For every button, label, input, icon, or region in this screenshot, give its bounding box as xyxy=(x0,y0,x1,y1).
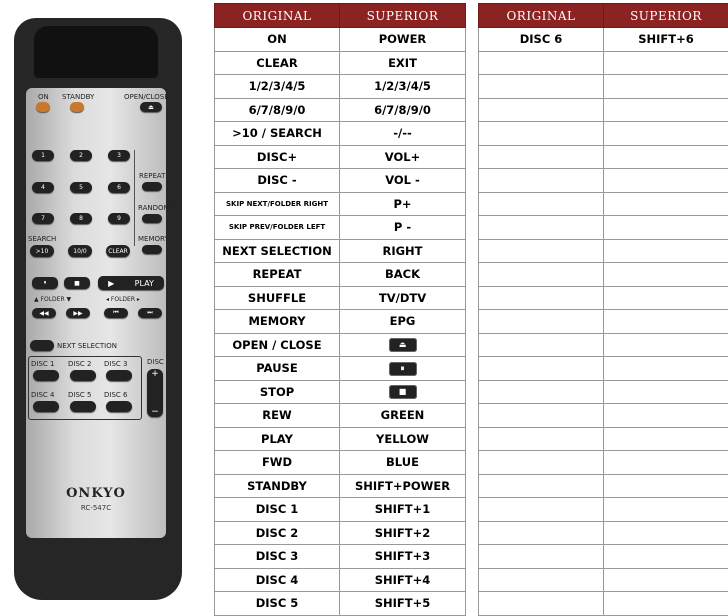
empty-row xyxy=(479,592,728,616)
pause-icon: ⏸ xyxy=(389,362,417,376)
empty-row xyxy=(479,427,728,451)
divider xyxy=(134,150,135,246)
superior-key-cell: GREEN xyxy=(340,404,466,428)
superior-key-cell: BACK xyxy=(340,263,466,287)
empty-row xyxy=(479,51,728,75)
random-button[interactable] xyxy=(142,214,162,223)
original-key-cell: DISC+ xyxy=(215,145,340,169)
superior-key-cell xyxy=(340,380,466,404)
digit-2-button[interactable]: 2 xyxy=(70,150,92,161)
empty-cell xyxy=(479,169,604,193)
disc-4-button[interactable] xyxy=(33,401,59,412)
digit-3-button[interactable]: 3 xyxy=(108,150,130,161)
clear-button[interactable]: CLEAR xyxy=(106,245,130,257)
empty-cell xyxy=(604,263,728,287)
empty-row xyxy=(479,474,728,498)
table-row xyxy=(215,498,466,522)
table-row xyxy=(215,568,466,592)
empty-cell xyxy=(479,427,604,451)
original-key-cell: DISC - xyxy=(215,169,340,193)
disc-3-button[interactable] xyxy=(106,370,132,381)
superior-key-cell: 6/7/8/9/0 xyxy=(340,98,466,122)
empty-row xyxy=(479,310,728,334)
model-number: RC-547C xyxy=(80,504,112,512)
digit-7-button[interactable]: 7 xyxy=(32,213,54,224)
remote-face xyxy=(26,88,170,538)
digit-1-button[interactable]: 1 xyxy=(32,150,54,161)
original-key-cell: REPEAT xyxy=(215,263,340,287)
empty-cell xyxy=(604,404,728,428)
empty-row xyxy=(479,192,728,216)
empty-cell xyxy=(479,216,604,240)
superior-key-cell: SHIFT+5 xyxy=(340,592,466,616)
empty-cell xyxy=(604,568,728,592)
folder-left-label: ▲ FOLDER ▼ xyxy=(34,296,72,303)
remote-control-image xyxy=(14,18,182,600)
table-row xyxy=(215,286,466,310)
superior-key-cell: SHIFT+POWER xyxy=(340,474,466,498)
digit-5-button[interactable]: 5 xyxy=(70,182,92,193)
empty-cell xyxy=(604,239,728,263)
original-key-cell: DISC 6 xyxy=(479,28,604,52)
fast-forward-icon: ▶▶ xyxy=(73,309,83,317)
empty-row xyxy=(479,498,728,522)
empty-row xyxy=(479,404,728,428)
skip-next-icon: ⏭ xyxy=(147,309,153,316)
empty-row xyxy=(479,451,728,475)
original-key-cell: NEXT SELECTION xyxy=(215,239,340,263)
table-row xyxy=(215,521,466,545)
stop-button[interactable] xyxy=(64,277,90,289)
disc-6-label: DISC 6 xyxy=(104,391,128,399)
on-button[interactable] xyxy=(36,102,50,112)
original-key-cell: DISC 3 xyxy=(215,545,340,569)
empty-cell xyxy=(604,498,728,522)
original-key-cell: FWD xyxy=(215,451,340,475)
empty-row xyxy=(479,521,728,545)
repeat-label: REPEAT xyxy=(139,172,166,180)
original-key-cell: OPEN / CLOSE xyxy=(215,333,340,357)
table-row xyxy=(215,404,466,428)
table-row xyxy=(215,75,466,99)
skip-prev-button[interactable] xyxy=(104,308,128,318)
original-key-cell: DISC 4 xyxy=(215,568,340,592)
eject-button[interactable] xyxy=(140,102,162,112)
superior-key-cell xyxy=(340,333,466,357)
original-key-cell: 1/2/3/4/5 xyxy=(215,75,340,99)
table-row xyxy=(215,145,466,169)
original-key-cell: STANDBY xyxy=(215,474,340,498)
play-label: PLAY xyxy=(134,278,154,288)
empty-cell xyxy=(479,239,604,263)
original-key-cell: SHUFFLE xyxy=(215,286,340,310)
superior-key-cell: SHIFT+1 xyxy=(340,498,466,522)
empty-cell xyxy=(479,404,604,428)
rewind-icon: ◀◀ xyxy=(39,309,49,317)
empty-cell xyxy=(479,451,604,475)
disc-4-label: DISC 4 xyxy=(31,391,55,399)
table-row xyxy=(215,98,466,122)
empty-cell xyxy=(604,521,728,545)
empty-cell xyxy=(479,122,604,146)
empty-cell xyxy=(479,474,604,498)
disc-1-button[interactable] xyxy=(33,370,59,381)
empty-row xyxy=(479,122,728,146)
empty-cell xyxy=(604,216,728,240)
superior-key-cell: YELLOW xyxy=(340,427,466,451)
ten-zero-button[interactable]: 10/0 xyxy=(68,245,92,257)
empty-cell xyxy=(604,286,728,310)
table-row xyxy=(215,51,466,75)
eject-icon: ⏏ xyxy=(148,103,154,111)
empty-cell xyxy=(604,592,728,616)
empty-cell xyxy=(479,75,604,99)
folder-down-button[interactable] xyxy=(32,308,56,318)
empty-cell xyxy=(604,357,728,381)
superior-key-cell: 1/2/3/4/5 xyxy=(340,75,466,99)
empty-row xyxy=(479,545,728,569)
original-key-cell: SKIP NEXT/FOLDER RIGHT xyxy=(215,192,340,216)
empty-row xyxy=(479,169,728,193)
empty-cell xyxy=(604,122,728,146)
superior-key-cell: EPG xyxy=(340,310,466,334)
eject-icon: ⏏ xyxy=(389,338,417,352)
header-superior: SUPERIOR xyxy=(340,4,466,28)
empty-cell xyxy=(479,568,604,592)
disc-6-button[interactable] xyxy=(106,401,132,412)
empty-cell xyxy=(479,263,604,287)
digit-4-button[interactable]: 4 xyxy=(32,182,54,193)
folder-up-button[interactable] xyxy=(66,308,90,318)
empty-cell xyxy=(604,98,728,122)
empty-cell xyxy=(479,51,604,75)
original-key-cell: MEMORY xyxy=(215,310,340,334)
disc-rocker[interactable] xyxy=(147,369,163,417)
table-row xyxy=(215,239,466,263)
digit-8-button[interactable]: 8 xyxy=(70,213,92,224)
original-key-cell: >10 / SEARCH xyxy=(215,122,340,146)
original-key-cell: 6/7/8/9/0 xyxy=(215,98,340,122)
table-row xyxy=(215,192,466,216)
table-row xyxy=(215,380,466,404)
search-label: SEARCH xyxy=(28,235,57,243)
superior-key-cell xyxy=(340,357,466,381)
table-row xyxy=(215,216,466,240)
original-key-cell: STOP xyxy=(215,380,340,404)
empty-row xyxy=(479,357,728,381)
empty-cell xyxy=(604,75,728,99)
original-key-cell: DISC 5 xyxy=(215,592,340,616)
empty-cell xyxy=(479,380,604,404)
table-row xyxy=(215,474,466,498)
superior-key-cell: BLUE xyxy=(340,451,466,475)
ir-window xyxy=(34,26,158,78)
table-row xyxy=(215,357,466,381)
digit-9-button[interactable]: 9 xyxy=(108,213,130,224)
original-key-cell: DISC 2 xyxy=(215,521,340,545)
disc-2-button[interactable] xyxy=(70,370,96,381)
disc-5-label: DISC 5 xyxy=(68,391,92,399)
empty-cell xyxy=(479,310,604,334)
skip-prev-icon: ⏮ xyxy=(113,309,119,316)
table-row xyxy=(215,545,466,569)
play-icon: ▶ xyxy=(108,278,115,288)
empty-row xyxy=(479,380,728,404)
superior-key-cell: POWER xyxy=(340,28,466,52)
standby-button[interactable] xyxy=(70,102,84,112)
stop-icon: ■ xyxy=(389,385,417,399)
disc-2-label: DISC 2 xyxy=(68,360,92,368)
empty-cell xyxy=(479,192,604,216)
skip-next-button[interactable] xyxy=(138,308,162,318)
empty-row xyxy=(479,75,728,99)
empty-cell xyxy=(604,474,728,498)
play-button[interactable] xyxy=(98,276,164,290)
empty-cell xyxy=(479,98,604,122)
empty-cell xyxy=(604,333,728,357)
plus-icon: + xyxy=(151,369,159,379)
empty-cell xyxy=(604,310,728,334)
pause-button[interactable] xyxy=(32,277,58,289)
repeat-button[interactable] xyxy=(142,182,162,191)
empty-row xyxy=(479,239,728,263)
superior-key-cell: VOL - xyxy=(340,169,466,193)
table-row xyxy=(215,28,466,52)
original-key-cell: DISC 1 xyxy=(215,498,340,522)
empty-cell xyxy=(479,545,604,569)
empty-cell xyxy=(479,357,604,381)
on-label: ON xyxy=(38,93,49,101)
table-row xyxy=(215,310,466,334)
mapping-table-left xyxy=(214,3,466,616)
superior-key-cell: -/-- xyxy=(340,122,466,146)
standby-label: STANDBY xyxy=(62,93,95,101)
empty-cell xyxy=(604,51,728,75)
folder-right-label: ◂ FOLDER ▸ xyxy=(106,296,140,303)
empty-cell xyxy=(604,427,728,451)
empty-cell xyxy=(604,145,728,169)
empty-cell xyxy=(479,333,604,357)
empty-row xyxy=(479,98,728,122)
superior-key-cell: P - xyxy=(340,216,466,240)
table-row xyxy=(215,122,466,146)
random-label: RANDOM xyxy=(138,204,170,212)
table-row xyxy=(215,592,466,616)
table-row xyxy=(479,28,728,52)
empty-row xyxy=(479,263,728,287)
empty-row xyxy=(479,333,728,357)
superior-key-cell: SHIFT+6 xyxy=(604,28,728,52)
original-key-cell: ON xyxy=(215,28,340,52)
superior-key-cell: SHIFT+3 xyxy=(340,545,466,569)
original-key-cell: PAUSE xyxy=(215,357,340,381)
next-selection-label: NEXT SELECTION xyxy=(57,342,117,350)
superior-key-cell: SHIFT+4 xyxy=(340,568,466,592)
minus-icon: − xyxy=(151,407,159,417)
empty-cell xyxy=(479,498,604,522)
empty-cell xyxy=(604,169,728,193)
memory-button[interactable] xyxy=(142,245,162,254)
empty-cell xyxy=(479,145,604,169)
stop-icon: ■ xyxy=(74,279,80,287)
table-row xyxy=(215,263,466,287)
empty-row xyxy=(479,145,728,169)
original-key-cell: PLAY xyxy=(215,427,340,451)
disc-volume-label: DISC xyxy=(147,358,164,366)
empty-cell xyxy=(604,545,728,569)
superior-key-cell: EXIT xyxy=(340,51,466,75)
empty-cell xyxy=(479,286,604,310)
header-original: ORIGINAL xyxy=(215,4,340,28)
empty-cell xyxy=(479,521,604,545)
superior-key-cell: TV/DTV xyxy=(340,286,466,310)
disc-3-label: DISC 3 xyxy=(104,360,128,368)
next-selection-button[interactable] xyxy=(30,340,54,351)
header-superior: SUPERIOR xyxy=(604,4,728,28)
table-row xyxy=(215,333,466,357)
digit-6-button[interactable]: 6 xyxy=(108,182,130,193)
pause-icon: ⏸ xyxy=(43,279,47,286)
table-row xyxy=(215,451,466,475)
brand-logo: ONKYO xyxy=(66,486,126,501)
disc-5-button[interactable] xyxy=(70,401,96,412)
disc-1-label: DISC 1 xyxy=(31,360,55,368)
header-original: ORIGINAL xyxy=(479,4,604,28)
empty-row xyxy=(479,286,728,310)
superior-key-cell: VOL+ xyxy=(340,145,466,169)
mapping-table-right xyxy=(478,3,728,616)
original-key-cell: REW xyxy=(215,404,340,428)
empty-cell xyxy=(604,192,728,216)
table-row xyxy=(215,427,466,451)
empty-cell xyxy=(604,380,728,404)
superior-key-cell: P+ xyxy=(340,192,466,216)
empty-row xyxy=(479,216,728,240)
original-key-cell: CLEAR xyxy=(215,51,340,75)
superior-key-cell: RIGHT xyxy=(340,239,466,263)
table-row xyxy=(215,169,466,193)
open-close-label: OPEN/CLOSE xyxy=(124,93,169,101)
original-key-cell: SKIP PREV/FOLDER LEFT xyxy=(215,216,340,240)
memory-label: MEMORY xyxy=(138,235,169,243)
empty-cell xyxy=(604,451,728,475)
empty-row xyxy=(479,568,728,592)
empty-cell xyxy=(479,592,604,616)
superior-key-cell: SHIFT+2 xyxy=(340,521,466,545)
plus-ten-button[interactable]: >10 xyxy=(30,245,54,257)
